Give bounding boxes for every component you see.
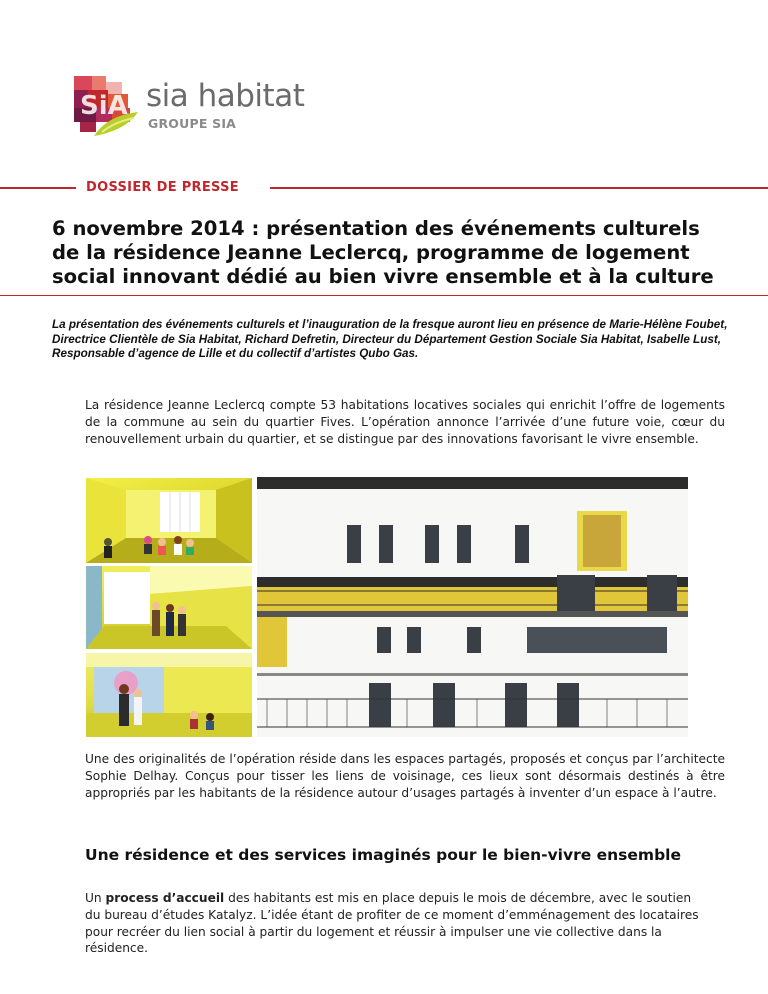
interior-render-image-2 xyxy=(86,566,252,649)
interior-render-image-1 xyxy=(86,478,252,563)
paragraph3-before: Un xyxy=(85,891,106,905)
logo-mark-icon xyxy=(72,74,140,140)
title-divider xyxy=(0,295,768,296)
logo-mark-text: SiA xyxy=(80,91,128,121)
paragraph3-bold: process d’accueil xyxy=(105,891,225,905)
header-rule-right xyxy=(270,187,768,189)
header-rule-left xyxy=(0,187,76,189)
dossier-label: DOSSIER DE PRESSE xyxy=(86,180,239,195)
section-heading: Une résidence et des services imaginés pour le bien-vivre ensemble xyxy=(85,846,681,864)
shared-spaces-paragraph: Une des originalités de l’opération réside dans les espaces partagés, proposés et conçus par l’architecte Sophie Delhay. Conçus pour tisser les liens de voisinage, ces lieux sont désormais destinés à être appropriés par les habitants de la résidence autour d’usages partagés à inventer d’un espace à l’autre. xyxy=(85,752,725,800)
welcome-process-paragraph xyxy=(85,890,705,957)
lead-paragraph: La présentation des événements culturels et l’inauguration de la fresque auront lieu en présence de Marie-Hélène Foubet, Directrice Clientèle de Sia Habitat, Richard Defretin, Directeur du Département Gestion Sociale Sia Habitat, Isabelle Lust, Responsable d’agence de Lille et du collectif d’artistes Qubo Gas. xyxy=(52,318,728,361)
interior-render-image-3 xyxy=(86,653,252,737)
paragraph3-after: des habitants est mis en place depuis le mois de décembre, avec le soutien du bureau d’études Katalyz. L’idée étant de profiter de ce moment d’emménagement des locataires pour recréer du lien social à partir du logement et réussir à impulser une vie collective dans la résidence. xyxy=(85,891,699,956)
intro-paragraph: La résidence Jeanne Leclercq compte 53 habitations locatives sociales qui enrichit l’offre de logements de la commune au sein du quartier Fives. L’opération annonce l’arrivée d’une future voie, cœur du renouvellement urbain du quartier, et se distingue par des innovations favorisant le vivre ensemble. xyxy=(85,398,725,446)
page-title: 6 novembre 2014 : présentation des événements culturels de la résidence Jeanne Leclercq, programme de logement social innovant dédié au bien vivre ensemble et à la culture xyxy=(52,217,714,288)
logo xyxy=(72,74,305,144)
logo-group-text: GROUPE SIA xyxy=(148,116,237,131)
logo-brand-text: sia habitat xyxy=(146,78,305,114)
building-facade-photo xyxy=(257,477,688,737)
